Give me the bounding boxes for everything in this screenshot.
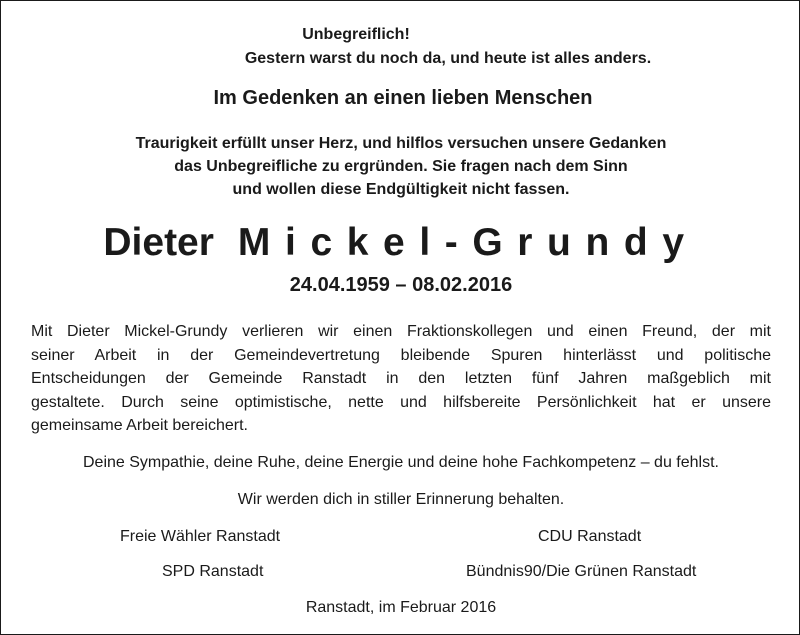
memory-line: Wir werden dich in stiller Erinnerung behalten. — [237, 491, 565, 508]
tribute-line: seiner Arbeit in der Gemeindevertretung bleibende Spuren hinterlässt und politische — [31, 346, 771, 364]
deceased-last-name: Mickel-Grundy — [237, 221, 699, 264]
tribute-paragraph — [31, 320, 771, 438]
intro-line: Traurigkeit erfüllt unser Herz, und hilflos versuchen unsere Gedanken — [135, 135, 667, 152]
motto-line-2: Gestern warst du noch da, und heute ist alles anders. — [244, 50, 652, 67]
place-date: Ranstadt, im Februar 2016 — [305, 599, 497, 616]
deceased-first-name: Dieter — [103, 221, 214, 264]
sympathy-line: Deine Sympathie, deine Ruhe, deine Energie und deine hohe Fachkompetenz – du fehlst. — [83, 454, 719, 471]
signatory-freie-waehler: Freie Wähler Ranstadt — [120, 528, 281, 545]
signatory-buendnis90: Bündnis90/Die Grünen Ranstadt — [466, 563, 697, 580]
intro-line: und wollen diese Endgültigkeit nicht fassen. — [232, 181, 570, 198]
signatory-spd: SPD Ranstadt — [162, 563, 264, 580]
motto-line-1: Unbegreiflich! — [302, 26, 410, 43]
signatory-cdu: CDU Ranstadt — [538, 528, 642, 545]
memorial-heading: Im Gedenken an einen lieben Menschen — [213, 87, 593, 109]
deceased-name — [1, 221, 800, 265]
tribute-line: gestaltete. Durch seine optimistische, nette und hilfsbereite Persönlichkeit hat er unsere — [31, 393, 771, 411]
intro-paragraph — [1, 132, 800, 201]
tribute-line: gemeinsame Arbeit bereichert. — [31, 417, 248, 434]
tribute-line: Entscheidungen der Gemeinde Ranstadt in den letzten fünf Jahren maßgeblich mit — [31, 370, 771, 387]
life-dates: 24.04.1959 – 08.02.2016 — [289, 274, 513, 296]
intro-line: das Unbegreifliche zu ergründen. Sie fragen nach dem Sinn — [174, 158, 628, 175]
tribute-line: Mit Dieter Mickel-Grundy verlieren wir einen Fraktionskollegen und einen Freund, der mit — [31, 323, 771, 340]
